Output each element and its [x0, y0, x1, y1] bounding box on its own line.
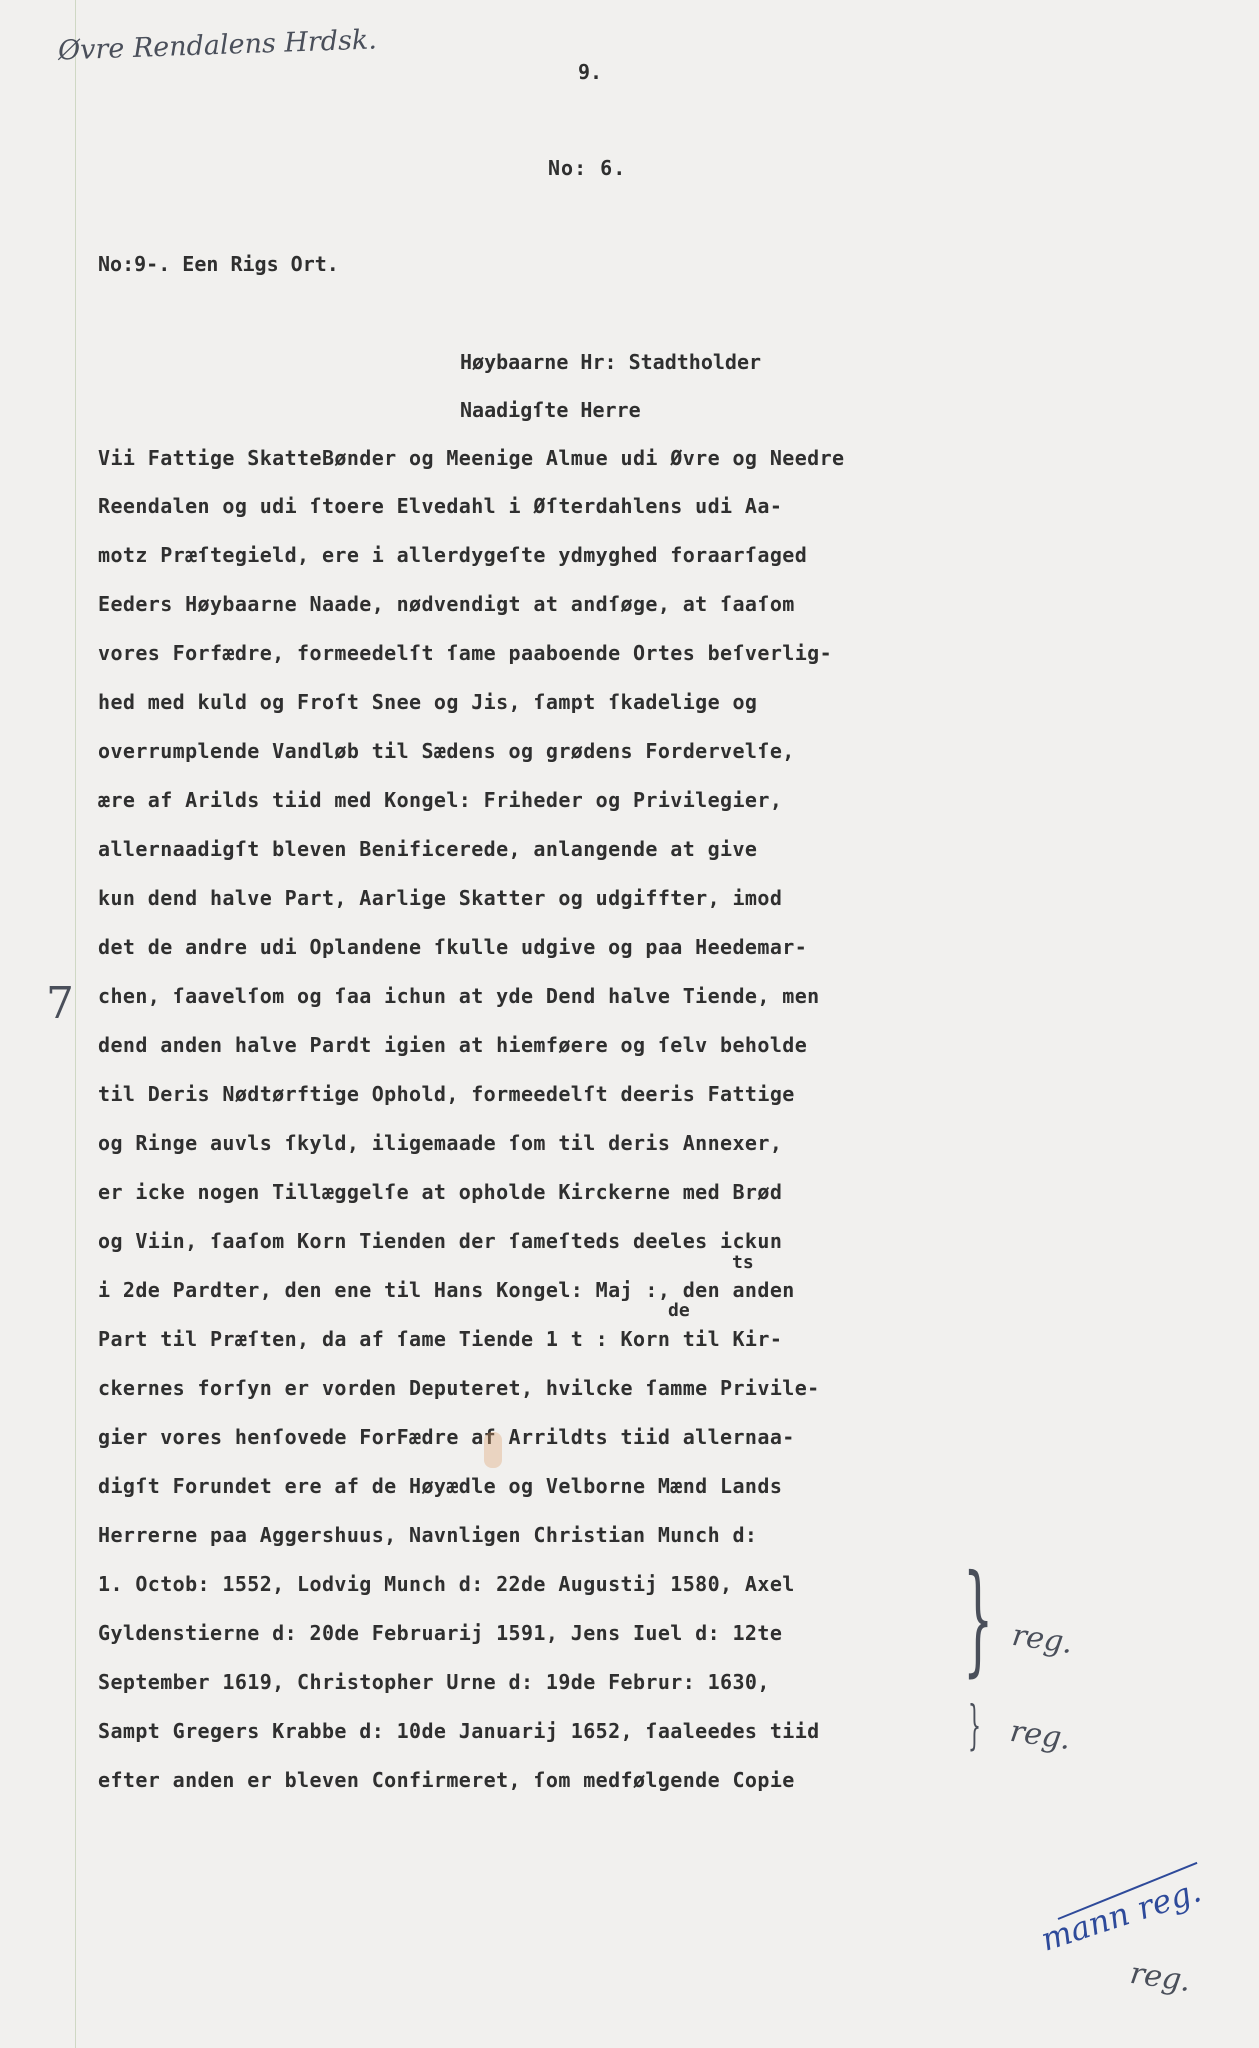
body-line: digſt Forundet ere af de Høyædle og Velborne Mænd Lands — [98, 1474, 783, 1498]
body-line: allernaadigſt bleven Benificerede, anlangende at give — [98, 837, 758, 861]
body-line: Eeders Høybaarne Naade, nødvendigt at andſøge, at ſaaſom — [98, 592, 795, 616]
body-line: overrumplende Vandløb til Sædens og grødens Fordervelſe, — [98, 739, 795, 763]
body-line: og Ringe auvls ſkyld, iligemaade ſom til deris Annexer, — [98, 1131, 783, 1155]
body-line: er icke nogen Tillæggelſe at opholde Kirckerne med Brød — [98, 1180, 783, 1204]
body-line: Herrerne paa Aggershuus, Navnligen Christian Munch d: — [98, 1523, 758, 1547]
body-line: efter anden er bleven Confirmeret, ſom medfølgende Copie — [98, 1768, 795, 1792]
mann-reg-annotation: mann reg. — [1036, 1871, 1206, 1959]
body-line: Part til Præſten, da af ſame Tiende 1 t : Korn til Kir- — [98, 1327, 783, 1351]
superscript-ts: ts — [732, 1252, 754, 1273]
salutation-line-1: Høybaarne Hr: Stadtholder — [460, 350, 762, 374]
body-line: chen, ſaavelſom og ſaa ichun at yde Dend halve Tiende, men — [98, 984, 820, 1008]
body-line: i 2de Pardter, den ene til Hans Kongel: Maj :, den anden — [98, 1278, 795, 1302]
page-edge-line — [75, 0, 76, 2048]
document-subject: No:9-. Een Rigs Ort. — [98, 252, 339, 276]
body-line: gier vores henſovede ForFædre af Arrildts tiid allernaa- — [98, 1425, 795, 1449]
body-line: hed med kuld og Froſt Snee og Jis, ſampt ſkadelige og — [98, 690, 758, 714]
reg-annotation: reg. — [1007, 1713, 1073, 1758]
margin-number-handwritten: 7 — [46, 978, 74, 1029]
body-line: og Viin, ſaaſom Korn Tienden der ſameſteds deeles ickun — [98, 1229, 783, 1253]
paper-stain — [484, 1432, 502, 1468]
curly-brace-mark: } — [962, 1550, 994, 1689]
body-line: Vii Fattige SkatteBønder og Meenige Almue udi Øvre og Needre — [98, 446, 845, 470]
body-line: vores Forfædre, formeedelſt ſame paaboende Ortes beſverlig- — [98, 641, 833, 665]
curly-brace-mark: } — [967, 1696, 982, 1756]
reg-annotation: reg. — [1127, 1955, 1193, 2000]
body-line: det de andre udi Oplandene ſkulle udgive og paa Heedemar- — [98, 935, 808, 959]
body-line: kun dend halve Part, Aarlige Skatter og udgiffter, imod — [98, 886, 783, 910]
body-line: motz Præſtegield, ere i allerdygeſte ydmyghed foraarſaged — [98, 543, 808, 567]
document-number: No: 6. — [548, 156, 627, 180]
body-line: ære af Arilds tiid med Kongel: Friheder og Privilegier, — [98, 788, 783, 812]
body-line: September 1619, Christopher Urne d: 19de Februr: 1630, — [98, 1670, 770, 1694]
handwritten-header: Øvre Rendalens Hrdsk. — [57, 24, 378, 67]
body-line: til Deris Nødtørftige Ophold, formeedelſt deeris Fattige — [98, 1082, 795, 1106]
reg-annotation: reg. — [1009, 1617, 1075, 1662]
body-line: Reendalen og udi ſtoere Elvedahl i Øſterdahlens udi Aa- — [98, 494, 783, 518]
superscript-de: de — [668, 1300, 690, 1321]
body-line: dend anden halve Pardt igien at hiemføere og ſelv beholde — [98, 1033, 808, 1057]
body-line: Sampt Gregers Krabbe d: 10de Januarij 1652, ſaaleedes tiid — [98, 1719, 820, 1743]
body-line: Gyldenstierne d: 20de Februarij 1591, Jens Iuel d: 12te — [98, 1621, 783, 1645]
page-number: 9. — [578, 60, 603, 84]
body-line: 1. Octob: 1552, Lodvig Munch d: 22de Augustij 1580, Axel — [98, 1572, 795, 1596]
body-line: ckernes forſyn er vorden Deputeret, hvilcke ſamme Privile- — [98, 1376, 820, 1400]
salutation-line-2: Naadigſte Herre — [460, 398, 641, 422]
